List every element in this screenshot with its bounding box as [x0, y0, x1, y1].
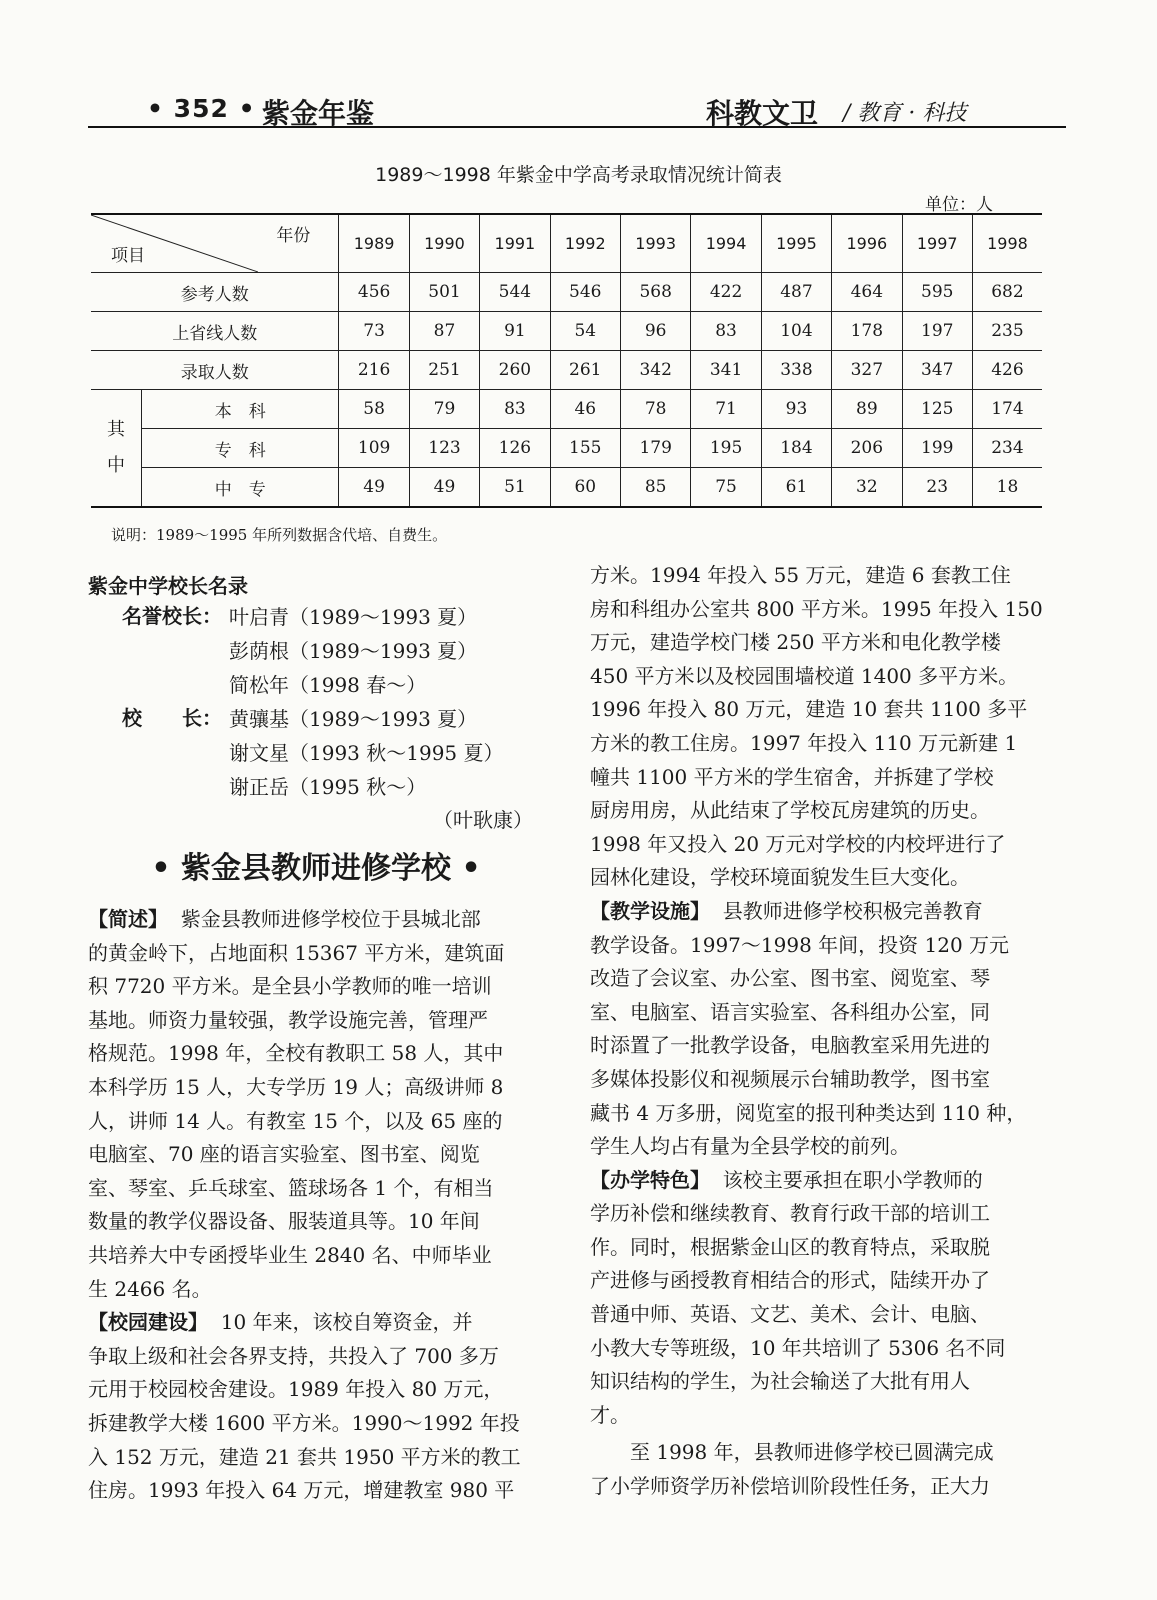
table-cell: 682: [972, 273, 1042, 312]
table-cell: 87: [409, 312, 479, 351]
table-cell: 260: [480, 351, 550, 390]
year-header: 1996: [832, 214, 902, 273]
row-label: 参考人数: [91, 273, 339, 312]
table-cell: 155: [550, 429, 620, 468]
text-line: 了小学师资学历补偿培训阶段性任务，正大力: [590, 1474, 990, 1499]
year-header: 1994: [691, 214, 761, 273]
table-cell: 261: [550, 351, 620, 390]
text-line: 电脑室、70 座的语言实验室、图书室、阅览: [88, 1142, 480, 1167]
table-cell: 32: [832, 468, 902, 508]
text-line: 1998 年又投入 20 万元对学校的内校坪进行了: [590, 831, 1006, 856]
text-line: 时添置了一批教学设备，电脑教室采用先进的: [590, 1033, 990, 1058]
principal-entry: 叶启青（1989～1993 夏）: [229, 605, 478, 629]
text-line: 元用于校园校舍建设。1989 年投入 80 万元，: [88, 1377, 504, 1402]
table-cell: 89: [832, 390, 902, 429]
text-line: 450 平方米以及校园围墙校道 1400 多平方米。: [590, 663, 1019, 688]
honorary-label: 名誉校长：: [122, 604, 222, 628]
table-title: 1989～1998 年紫金中学高考录取情况统计简表: [375, 164, 782, 186]
text-line: 园林化建设，学校环境面貌发生巨大变化。: [590, 865, 970, 890]
principals-list: [88, 600, 544, 810]
principal-entry: 谢正岳（1995 秋～）: [229, 775, 427, 799]
text-line: 室、电脑室、语言实验室、各科组办公室，同: [590, 999, 990, 1024]
school-title: • 紫金县教师进修学校 •: [151, 851, 481, 886]
text-line: 小教大专等班级，10 年共培训了 5306 名不同: [590, 1335, 1006, 1360]
text-line: 县教师进修学校积极完善教育: [722, 898, 983, 923]
table-cell: 338: [761, 351, 831, 390]
table-cell: 197: [902, 312, 972, 351]
table-row: [91, 273, 1042, 312]
table-cell: 179: [620, 429, 690, 468]
text-line: 产进修与函授教育相结合的形式，陆续开办了: [590, 1268, 990, 1293]
features-label: 【办学特色】: [590, 1167, 710, 1192]
book-title: 紫金年鉴: [262, 97, 375, 130]
left-column-body: [88, 903, 544, 1508]
principal-entry: 彭荫根（1989～1993 夏）: [229, 639, 478, 663]
table-cell: 93: [761, 390, 831, 429]
table-cell: 184: [761, 429, 831, 468]
year-header: 1993: [620, 214, 690, 273]
table-cell: 546: [550, 273, 620, 312]
text-line: 作。同时，根据紫金山区的教育特点，采取脱: [590, 1234, 990, 1259]
table-row: [91, 351, 1042, 390]
text-line: 藏书 4 万多册，阅览室的报刊种类达到 110 种，: [590, 1100, 1027, 1125]
table-cell: 178: [832, 312, 902, 351]
table-cell: 58: [339, 390, 409, 429]
table-header-row: [91, 214, 1042, 273]
table-cell: 251: [409, 351, 479, 390]
author-credit: （叶耿康）: [433, 808, 533, 832]
table-cell: 487: [761, 273, 831, 312]
table-cell: 49: [339, 468, 409, 508]
text-line: 共培养大中专函授毕业生 2840 名、中师毕业: [88, 1242, 492, 1267]
text-line: 10 年来，该校自筹资金，并: [220, 1310, 473, 1335]
table-cell: 174: [972, 390, 1042, 429]
table-cell: 78: [620, 390, 690, 429]
table-cell: 83: [480, 390, 550, 429]
text-line: 万元，建造学校门楼 250 平方米和电化教学楼: [590, 630, 1001, 655]
year-header: 1990: [409, 214, 479, 273]
section-title: 科教文卫: [706, 97, 819, 130]
facilities-label: 【教学设施】: [590, 898, 710, 923]
text-line: 格规范。1998 年，全校有教职工 58 人，其中: [88, 1041, 504, 1066]
principal-entry: 简松年（1998 春～）: [229, 673, 427, 697]
closing-paragraph: [590, 1436, 1046, 1503]
table-cell: 123: [409, 429, 479, 468]
table-cell: 347: [902, 351, 972, 390]
principal-label: 校 长：: [122, 706, 222, 730]
features-paragraph: [590, 1164, 1046, 1433]
year-header: 1992: [550, 214, 620, 273]
table-row: [91, 429, 1042, 468]
campus-paragraph-continued: [590, 559, 1046, 895]
year-header: 1997: [902, 214, 972, 273]
facilities-paragraph: [590, 895, 1046, 1164]
text-line: 厨房用房，从此结束了学校瓦房建筑的历史。: [590, 798, 990, 823]
table-cell: 23: [902, 468, 972, 508]
table-cell: 195: [691, 429, 761, 468]
admission-table: [91, 213, 1042, 508]
principal-entry: 黄骧基（1989～1993 夏）: [229, 707, 478, 731]
table-cell: 341: [691, 351, 761, 390]
group-label-cell: [91, 390, 142, 508]
table-cell: 327: [832, 351, 902, 390]
table-cell: 568: [620, 273, 690, 312]
table-cell: 96: [620, 312, 690, 351]
text-line: 改造了会议室、办公室、图书室、阅览室、琴: [590, 966, 990, 991]
campus-label: 【校园建设】: [88, 1310, 208, 1335]
table-cell: 456: [339, 273, 409, 312]
subsection-title: / 教育 · 科技: [843, 101, 967, 126]
table-cell: 235: [972, 312, 1042, 351]
table-row: [91, 390, 1042, 429]
text-line: 积 7720 平方米。是全县小学教师的唯一培训: [88, 974, 492, 999]
text-line: 1996 年投入 80 万元，建造 10 套共 1100 多平: [590, 697, 1028, 722]
table-cell: 71: [691, 390, 761, 429]
intro-paragraph: [88, 903, 544, 1306]
table-cell: 46: [550, 390, 620, 429]
year-header: 1989: [339, 214, 409, 273]
text-line: 争取上级和社会各界支持，共投入了 700 多万: [88, 1343, 499, 1368]
table-unit: 单位：人: [925, 195, 993, 215]
row-label: 本 科: [142, 390, 339, 429]
row-label: 中 专: [142, 468, 339, 508]
table-cell: 79: [409, 390, 479, 429]
table-cell: 206: [832, 429, 902, 468]
header-rule: [88, 126, 1066, 128]
table-cell: 342: [620, 351, 690, 390]
table-cell: 51: [480, 468, 550, 508]
year-header: 1995: [761, 214, 831, 273]
table-cell: 75: [691, 468, 761, 508]
table-cell: 91: [480, 312, 550, 351]
text-line: 入 152 万元，建造 21 套共 1950 平方米的教工: [88, 1444, 521, 1469]
corner-item-label: 项目: [111, 246, 145, 266]
table-corner-cell: [91, 214, 339, 273]
text-line: 室、琴室、乒乓球室、篮球场各 1 个，有相当: [88, 1175, 494, 1200]
table-cell: 83: [691, 312, 761, 351]
intro-label: 【简述】: [88, 907, 168, 931]
row-label: 专 科: [142, 429, 339, 468]
table-cell: 234: [972, 429, 1042, 468]
table-cell: 544: [480, 273, 550, 312]
text-line: 人，讲师 14 人。有教室 15 个，以及 65 座的: [88, 1108, 503, 1133]
table-row: [91, 468, 1042, 508]
table-cell: 104: [761, 312, 831, 351]
table-cell: 426: [972, 351, 1042, 390]
right-column-body: [590, 559, 1046, 1504]
group-label: 其中: [107, 419, 125, 476]
text-line: 紫金县教师进修学校位于县城北部: [180, 907, 481, 931]
text-line: 幢共 1100 平方米的学生宿舍，并拆建了学校: [590, 764, 994, 789]
text-line: 本科学历 15 人，大专学历 19 人；高级讲师 8: [88, 1074, 504, 1099]
table-cell: 595: [902, 273, 972, 312]
table-cell: 125: [902, 390, 972, 429]
year-header: 1998: [972, 214, 1042, 273]
table-cell: 464: [832, 273, 902, 312]
text-line: 的黄金岭下，占地面积 15367 平方米，建筑面: [88, 940, 505, 965]
year-header: 1991: [480, 214, 550, 273]
text-line: 知识结构的学生，为社会输送了大批有用人: [590, 1369, 970, 1394]
table-row: [91, 312, 1042, 351]
principal-entry: 谢文星（1993 秋～1995 夏）: [229, 741, 504, 765]
table-cell: 199: [902, 429, 972, 468]
table-cell: 54: [550, 312, 620, 351]
text-line: 至 1998 年，县教师进修学校已圆满完成: [630, 1440, 994, 1465]
table-cell: 49: [409, 468, 479, 508]
page-number: • 352 •: [147, 94, 256, 123]
table-cell: 216: [339, 351, 409, 390]
table-cell: 126: [480, 429, 550, 468]
table-cell: 109: [339, 429, 409, 468]
table-cell: 422: [691, 273, 761, 312]
table-cell: 60: [550, 468, 620, 508]
text-line: 学历补偿和继续教育、教育行政干部的培训工: [590, 1201, 990, 1226]
corner-year-label: 年份: [276, 226, 311, 246]
text-line: 该校主要承担在职小学教师的: [722, 1167, 983, 1192]
text-line: 住房。1993 年投入 64 万元，增建教室 980 平: [88, 1478, 515, 1503]
table-cell: 18: [972, 468, 1042, 508]
campus-paragraph: [88, 1306, 544, 1508]
text-line: 房和科组办公室共 800 平方米。1995 年投入 150: [590, 596, 1043, 621]
text-line: 方米。1994 年投入 55 万元，建造 6 套教工住: [590, 563, 1011, 587]
text-line: 才。: [590, 1402, 630, 1427]
principals-heading: 紫金中学校长名录: [88, 574, 248, 598]
text-line: 多媒体投影仪和视频展示台辅助教学，图书室: [590, 1066, 990, 1091]
text-line: 拆建教学大楼 1600 平方米。1990～1992 年投: [88, 1410, 520, 1435]
row-label: 录取人数: [91, 351, 339, 390]
text-line: 数量的教学仪器设备、服装道具等。10 年间: [88, 1209, 480, 1234]
table-cell: 501: [409, 273, 479, 312]
table-note: 说明：1989～1995 年所列数据含代培、自费生。: [111, 526, 448, 544]
text-line: 普通中师、英语、文艺、美术、会计、电脑、: [590, 1302, 990, 1327]
text-line: 方米的教工住房。1997 年投入 110 万元新建 1: [590, 730, 1018, 755]
table-cell: 85: [620, 468, 690, 508]
text-line: 基地。师资力量较强，教学设施完善，管理严: [88, 1007, 488, 1032]
text-line: 教学设备。1997～1998 年间，投资 120 万元: [590, 932, 1010, 957]
text-line: 学生人均占有量为全县学校的前列。: [590, 1134, 910, 1159]
table-cell: 61: [761, 468, 831, 508]
text-line: 生 2466 名。: [88, 1276, 212, 1301]
row-label: 上省线人数: [91, 312, 339, 351]
table-cell: 73: [339, 312, 409, 351]
